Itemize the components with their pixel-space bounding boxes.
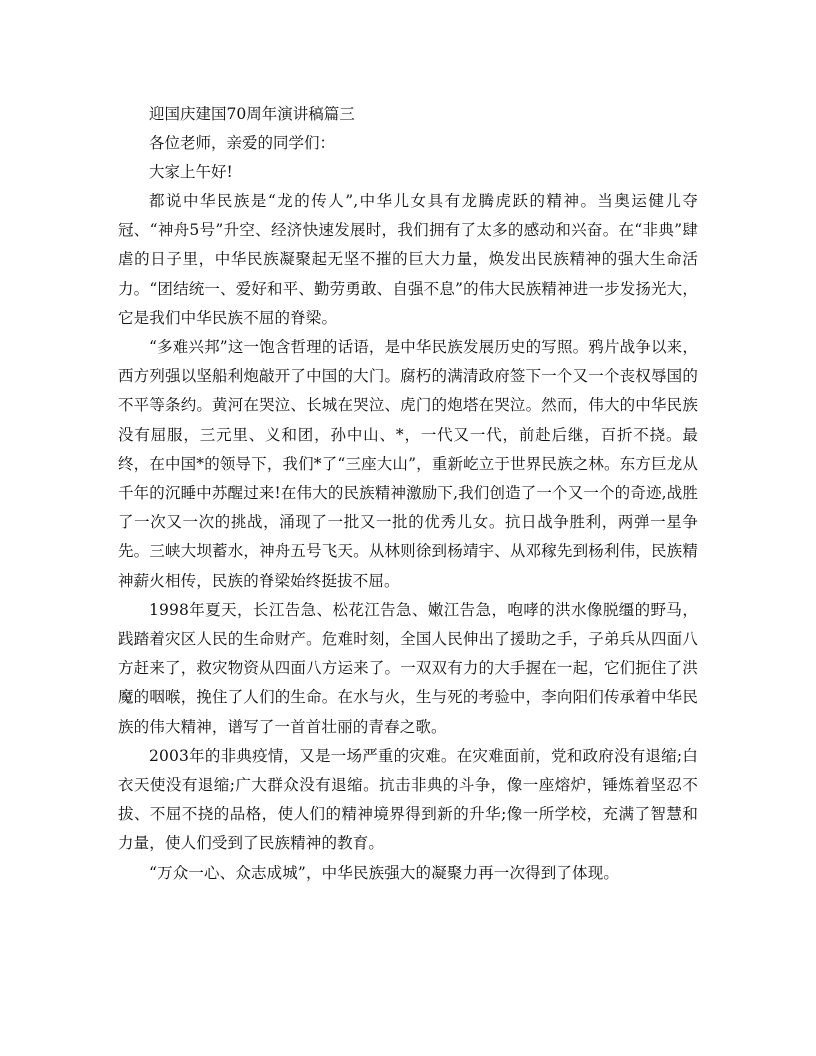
paragraph-4: 2003年的非典疫情，又是一场严重的灾难。在灾难面前，党和政府没有退缩;白衣天使没有退缩;广大群众没有退缩。抗击非典的斗争，像一座熔炉，锤炼着坚忍不拔、不屈不挠的品格，使人们的精神境界得到新的升华;像一所学校，充满了智慧和力量，使人们受到了民族精神的教育。 [118, 746, 698, 853]
greeting: 大家上午好! [149, 163, 233, 181]
paragraph-3: 1998年夏天，长江告急、松花江告急、嫩江告急，咆哮的洪水像脱缰的野马，践踏着灾区人民的生命财产。危难时刻，全国人民伸出了援助之手，子弟兵从四面八方赶来了，救灾物资从四面八方运来了。一双双有力的大手握在一起，它们扼住了洪魔的咽喉，挽住了人们的生命。在水与火，生与死的考验中，李向阳们传承着中华民族的伟大精神，谱写了一首首壮丽的青春之歌。 [118, 600, 698, 736]
salutation: 各位老师，亲爱的同学们： [149, 134, 336, 152]
paragraph-5: “万众一心、众志成城”，中华民族强大的凝聚力再一次得到了体现。 [149, 863, 620, 882]
document-title: 迎国庆建国70周年演讲稿篇三 [149, 105, 355, 123]
document-body [118, 100, 698, 888]
paragraph-1: 都说中华民族是“龙的传人”,中华儿女具有龙腾虎跃的精神。当奥运健儿夺冠、“神舟5号”升空、经济快速发展时，我们拥有了太多的感动和兴奋。在“非典”肆虐的日子里，中华民族凝聚起无坚不摧的巨大力量，焕发出民族精神的强大生命活力。“团结统一、爱好和平、勤劳勇敢、自强不息”的伟大民族精神进一步发扬光大，它是我们中华民族不屈的脊梁。 [118, 192, 698, 327]
paragraph-2: “多难兴邦”这一饱含哲理的话语，是中华民族发展历史的写照。鸦片战争以来，西方列强以坚船利炮敲开了中国的大门。腐朽的满清政府签下一个又一个丧权辱国的不平等条约。黄河在哭泣、长城在哭泣、虎门的炮塔在哭泣。然而，伟大的中华民族没有屈服，三元里、义和团，孙中山、*，一代又一代，前赴后继，百折不挠。最终，在中国*的领导下，我们*了“三座大山”，重新屹立于世界民族之林。东方巨龙从千年的沉睡中苏醒过来!在伟大的民族精神激励下,我们创造了一个又一个的奇迹,战胜了一次又一次的挑战，涌现了一批又一批的优秀儿女。抗日战争胜利，两弹一星争先。三峡大坝蓄水，神舟五号飞天。从林则徐到杨靖宇、从邓稼先到杨利伟，民族精神薪火相传，民族的脊梁始终挺拔不屈。 [118, 338, 698, 590]
